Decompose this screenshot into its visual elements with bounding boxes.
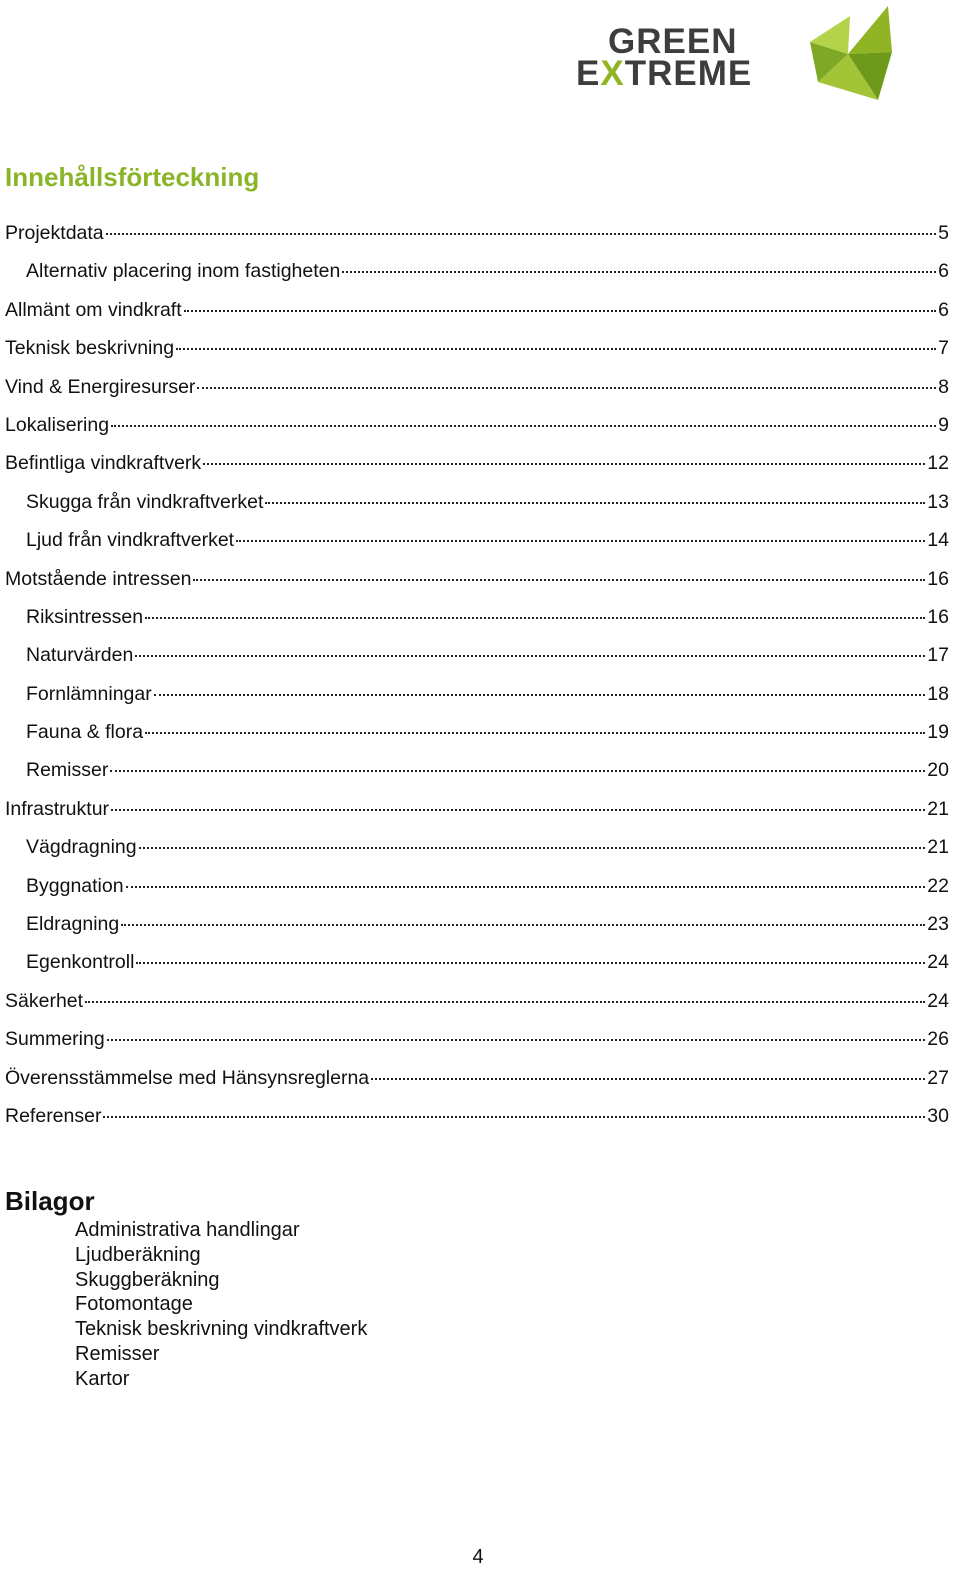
toc-entry-label: Projektdata [5,222,104,244]
toc-entry[interactable] [5,1060,949,1098]
toc-leader-dots [136,944,925,968]
toc-entry-page: 12 [927,452,949,475]
toc-entry-label: Fauna & flora [26,721,144,744]
toc-entry-label: Remisser [26,759,109,782]
company-logo [570,4,900,104]
toc-leader-dots [106,215,936,239]
toc-entry-page: 8 [938,375,949,398]
logo-line2-x: X [600,54,625,93]
toc-entry-label: Överensstämmelse med Hänsynsreglerna [5,1066,370,1089]
appendix-item: Teknisk beskrivning vindkraftverk [75,1318,368,1341]
toc-entry[interactable] [5,253,949,291]
toc-entry-page: 19 [927,721,949,744]
appendices-title: Bilagor [5,1186,95,1216]
toc-leader-dots [371,1060,925,1084]
toc-entry-page: 26 [927,1028,949,1051]
table-of-contents [5,215,949,1136]
toc-entry[interactable] [5,714,949,752]
appendix-item: Remisser [75,1342,160,1365]
logo-line2-start: E [576,54,601,93]
toc-entry-label: Vägdragning [26,836,137,859]
toc-entry[interactable] [5,868,949,906]
toc-leader-dots [342,253,936,277]
windmill-logo-icon [788,4,898,104]
toc-entry-page: 23 [927,913,949,936]
toc-leader-dots [121,906,925,930]
toc-leader-dots [85,983,925,1007]
toc-entry-page: 6 [938,260,949,283]
toc-leader-dots [184,292,936,316]
toc-entry-page: 24 [927,989,949,1012]
toc-entry-label: Allmänt om vindkraft [5,298,182,321]
toc-entry-page: 20 [927,759,949,782]
toc-leader-dots [110,752,925,776]
toc-leader-dots [176,330,936,354]
toc-entry-label: Alternativ placering inom fastigheten [26,260,341,283]
toc-entry-label: Ljud från vindkraftverket [26,529,235,552]
toc-leader-dots [126,868,926,892]
toc-entry-page: 24 [927,951,949,974]
toc-leader-dots [154,676,926,700]
toc-entry-label: Byggnation [26,874,124,897]
toc-entry-page: 17 [927,644,949,667]
toc-leader-dots [103,1098,925,1122]
toc-leader-dots [236,522,925,546]
toc-entry-label: Lokalisering [5,413,110,436]
toc-entry[interactable] [5,752,949,790]
appendix-item: Ljudberäkning [75,1243,201,1266]
page-number-text: 4 [472,1546,484,1568]
toc-leader-dots [111,791,925,815]
toc-leader-dots [193,561,925,585]
toc-leader-dots [107,1021,926,1045]
toc-title: Innehållsförteckning [5,162,260,192]
toc-leader-dots [145,714,925,738]
toc-leader-dots [139,829,926,853]
toc-entry-page: 6 [938,298,949,321]
toc-entry[interactable] [5,561,949,599]
toc-entry[interactable] [5,599,949,637]
toc-entry-page: 21 [927,797,949,820]
toc-entry[interactable] [5,944,949,982]
toc-entry-page: 16 [927,567,949,590]
toc-leader-dots [197,369,936,393]
toc-entry[interactable] [5,676,949,714]
toc-leader-dots [145,599,925,623]
toc-entry-page: 14 [927,529,949,552]
toc-entry-label: Naturvärden [26,644,134,667]
toc-entry-page: 21 [927,836,949,859]
toc-entry[interactable] [5,1098,949,1136]
toc-leader-dots [111,407,936,431]
toc-entry-page: 5 [938,222,949,244]
appendix-item: Kartor [75,1367,130,1390]
toc-entry[interactable] [5,522,949,560]
toc-entry[interactable] [5,215,949,253]
toc-entry-page: 22 [927,874,949,897]
toc-entry[interactable] [5,445,949,483]
toc-entry[interactable] [5,829,949,867]
toc-entry-page: 27 [927,1066,949,1089]
toc-entry[interactable] [5,906,949,944]
toc-entry-label: Egenkontroll [26,951,135,974]
toc-entry-page: 18 [927,682,949,705]
toc-entry[interactable] [5,369,949,407]
toc-entry-page: 7 [938,337,949,360]
appendix-item: Fotomontage [75,1293,193,1316]
toc-entry-label: Vind & Energiresurser [5,375,196,398]
appendices-list [75,1218,367,1392]
toc-entry-label: Teknisk beskrivning [5,337,175,360]
logo-wordmark [576,22,753,93]
toc-entry-label: Summering [5,1028,105,1051]
toc-entry[interactable] [5,484,949,522]
toc-entry[interactable] [5,330,949,368]
toc-entry-label: Befintliga vindkraftverk [5,452,202,475]
toc-entry-label: Eldragning [26,913,120,936]
logo-line2 [576,54,753,93]
appendix-item: Skuggberäkning [75,1268,220,1291]
toc-entry-page: 13 [927,490,949,513]
toc-entry[interactable] [5,791,949,829]
logo-line1: GREEN [608,22,738,61]
logo-line2-end: TREME [624,54,753,93]
toc-entry-label: Motstående intressen [5,567,192,590]
toc-entry[interactable] [5,983,949,1021]
toc-entry[interactable] [5,407,949,445]
toc-entry-label: Fornlämningar [26,682,152,705]
toc-entry-label: Referenser [5,1104,102,1127]
toc-entry-page: 9 [938,413,949,436]
toc-entry-page: 16 [927,605,949,628]
toc-entry-label: Säkerhet [5,989,84,1012]
toc-entry[interactable] [5,637,949,675]
toc-leader-dots [265,484,925,508]
appendix-item: Administrativa handlingar [75,1219,300,1241]
toc-entry-label: Riksintressen [26,605,144,628]
toc-leader-dots [135,637,925,661]
toc-entry-label: Skugga från vindkraftverket [26,490,264,513]
toc-entry-page: 30 [927,1104,949,1127]
toc-entry-label: Infrastruktur [5,797,110,820]
page-number [0,1546,960,1569]
toc-leader-dots [203,445,925,469]
toc-entry[interactable] [5,1021,949,1059]
toc-entry[interactable] [5,292,949,330]
